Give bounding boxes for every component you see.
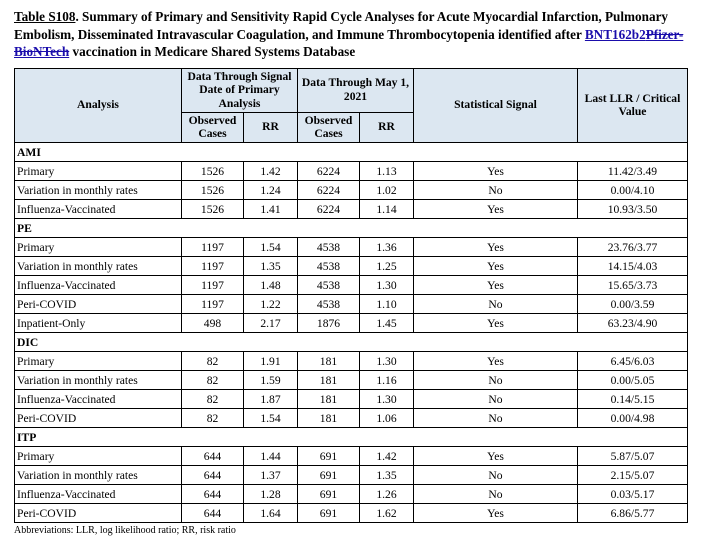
- table-row: [15, 314, 688, 333]
- rr-primary: 1.41: [244, 200, 298, 219]
- statistical-signal: Yes: [414, 276, 578, 295]
- group-label: ITP: [15, 428, 688, 447]
- table-row: [15, 162, 688, 181]
- rr-may: 1.30: [360, 276, 414, 295]
- observed-cases-may: 1876: [298, 314, 360, 333]
- row-label: Inpatient-Only: [15, 314, 182, 333]
- rr-primary: 1.54: [244, 409, 298, 428]
- caption-struck-pfizer-biontech: Pfizer-BioNTech: [14, 26, 684, 60]
- rr-primary: 2.17: [244, 314, 298, 333]
- table-group-row: [15, 428, 688, 447]
- observed-cases-may: 6224: [298, 181, 360, 200]
- rr-may: 1.13: [360, 162, 414, 181]
- table-row: [15, 238, 688, 257]
- table-group-row: [15, 333, 688, 352]
- observed-cases-may: 181: [298, 352, 360, 371]
- rr-primary: 1.42: [244, 162, 298, 181]
- statistical-signal: No: [414, 295, 578, 314]
- rr-primary: 1.37: [244, 466, 298, 485]
- observed-cases-primary: 644: [182, 504, 244, 523]
- table-row: [15, 504, 688, 523]
- observed-cases-may: 6224: [298, 162, 360, 181]
- table-row: [15, 200, 688, 219]
- rr-may: 1.02: [360, 181, 414, 200]
- row-label: Influenza-Vaccinated: [15, 485, 182, 504]
- row-label: Influenza-Vaccinated: [15, 390, 182, 409]
- header-rr-may: RR: [360, 112, 414, 142]
- row-label: Primary: [15, 238, 182, 257]
- statistical-signal: Yes: [414, 162, 578, 181]
- header-observed-cases-may: Observed Cases: [298, 112, 360, 142]
- table-row: [15, 352, 688, 371]
- last-llr-critical-value: 0.00/5.05: [578, 371, 688, 390]
- observed-cases-primary: 1197: [182, 295, 244, 314]
- last-llr-critical-value: 23.76/3.77: [578, 238, 688, 257]
- header-last-llr: Last LLR / Critical Value: [578, 68, 688, 142]
- observed-cases-may: 691: [298, 504, 360, 523]
- row-label: Peri-COVID: [15, 409, 182, 428]
- group-label: PE: [15, 219, 688, 238]
- statistical-signal: No: [414, 409, 578, 428]
- last-llr-critical-value: 0.00/4.10: [578, 181, 688, 200]
- rr-primary: 1.64: [244, 504, 298, 523]
- rr-may: 1.25: [360, 257, 414, 276]
- last-llr-critical-value: 0.14/5.15: [578, 390, 688, 409]
- observed-cases-primary: 82: [182, 371, 244, 390]
- row-label: Peri-COVID: [15, 295, 182, 314]
- table-label-underline: Table S108: [14, 9, 76, 24]
- row-label: Peri-COVID: [15, 504, 182, 523]
- table-row: [15, 409, 688, 428]
- group-label: AMI: [15, 143, 688, 162]
- rr-may: 1.35: [360, 466, 414, 485]
- last-llr-critical-value: 5.87/5.07: [578, 447, 688, 466]
- rr-may: 1.10: [360, 295, 414, 314]
- last-llr-critical-value: 11.42/3.49: [578, 162, 688, 181]
- observed-cases-primary: 498: [182, 314, 244, 333]
- observed-cases-may: 691: [298, 485, 360, 504]
- last-llr-critical-value: 14.15/4.03: [578, 257, 688, 276]
- table-row: [15, 485, 688, 504]
- row-label: Variation in monthly rates: [15, 466, 182, 485]
- table-footnote: Abbreviations: LLR, log likelihood ratio; RR, risk ratio: [14, 525, 236, 536]
- rr-primary: 1.87: [244, 390, 298, 409]
- caption-text-before: . Summary of Primary and Sensitivity Rapid Cycle Analyses for Acute Myocardial Infarction, Pulmonary Embolism, Disseminated Intravascular Coagulation, and Immune Thrombocytopenia identified after: [14, 9, 669, 42]
- row-label: Influenza-Vaccinated: [15, 200, 182, 219]
- header-statistical-signal: Statistical Signal: [414, 68, 578, 142]
- rr-may: 1.30: [360, 352, 414, 371]
- observed-cases-primary: 1197: [182, 257, 244, 276]
- table-row: [15, 466, 688, 485]
- header-observed-cases-primary: Observed Cases: [182, 112, 244, 142]
- table-header: [15, 68, 688, 142]
- rr-primary: 1.91: [244, 352, 298, 371]
- observed-cases-may: 181: [298, 390, 360, 409]
- rr-may: 1.45: [360, 314, 414, 333]
- statistical-signal: Yes: [414, 257, 578, 276]
- observed-cases-primary: 1197: [182, 238, 244, 257]
- table-label: [14, 9, 75, 24]
- observed-cases-may: 4538: [298, 257, 360, 276]
- observed-cases-may: 4538: [298, 276, 360, 295]
- last-llr-critical-value: 6.45/6.03: [578, 352, 688, 371]
- table-row: [15, 390, 688, 409]
- observed-cases-may: 181: [298, 371, 360, 390]
- observed-cases-may: 691: [298, 466, 360, 485]
- rr-may: 1.16: [360, 371, 414, 390]
- statistical-signal: Yes: [414, 238, 578, 257]
- statistical-signal: Yes: [414, 504, 578, 523]
- rr-primary: 1.54: [244, 238, 298, 257]
- observed-cases-primary: 644: [182, 485, 244, 504]
- statistical-signal: No: [414, 485, 578, 504]
- row-label: Variation in monthly rates: [15, 371, 182, 390]
- last-llr-critical-value: 63.23/4.90: [578, 314, 688, 333]
- table-row: [15, 447, 688, 466]
- header-group-may: Data Through May 1, 2021: [298, 68, 414, 112]
- observed-cases-primary: 644: [182, 466, 244, 485]
- rr-may: 1.14: [360, 200, 414, 219]
- observed-cases-primary: 1526: [182, 162, 244, 181]
- statistical-signal: Yes: [414, 314, 578, 333]
- rr-primary: 1.24: [244, 181, 298, 200]
- table-body: [15, 143, 688, 523]
- header-row-top: [15, 68, 688, 112]
- observed-cases-may: 4538: [298, 238, 360, 257]
- last-llr-critical-value: 6.86/5.77: [578, 504, 688, 523]
- observed-cases-primary: 644: [182, 447, 244, 466]
- rr-primary: 1.48: [244, 276, 298, 295]
- rr-may: 1.42: [360, 447, 414, 466]
- observed-cases-may: 181: [298, 409, 360, 428]
- row-label: Primary: [15, 162, 182, 181]
- last-llr-critical-value: 2.15/5.07: [578, 466, 688, 485]
- table-caption: [14, 8, 689, 61]
- rr-primary: 1.35: [244, 257, 298, 276]
- statistical-signal: No: [414, 466, 578, 485]
- caption-link-bnt162b2[interactable]: BNT162b2: [584, 26, 646, 42]
- rr-may: 1.62: [360, 504, 414, 523]
- statistical-signal: Yes: [414, 447, 578, 466]
- statistical-signal: No: [414, 390, 578, 409]
- rr-primary: 1.59: [244, 371, 298, 390]
- rr-may: 1.06: [360, 409, 414, 428]
- table-row: [15, 295, 688, 314]
- row-label: Influenza-Vaccinated: [15, 276, 182, 295]
- row-label: Variation in monthly rates: [15, 257, 182, 276]
- statistical-signal: Yes: [414, 200, 578, 219]
- statistical-signal: Yes: [414, 352, 578, 371]
- observed-cases-primary: 82: [182, 390, 244, 409]
- last-llr-critical-value: 10.93/3.50: [578, 200, 688, 219]
- rr-primary: 1.28: [244, 485, 298, 504]
- header-rr-primary: RR: [244, 112, 298, 142]
- last-llr-critical-value: 0.00/3.59: [578, 295, 688, 314]
- rr-may: 1.26: [360, 485, 414, 504]
- table-row: [15, 371, 688, 390]
- observed-cases-primary: 82: [182, 409, 244, 428]
- row-label: Primary: [15, 447, 182, 466]
- last-llr-critical-value: 15.65/3.73: [578, 276, 688, 295]
- observed-cases-may: 6224: [298, 200, 360, 219]
- rr-may: 1.30: [360, 390, 414, 409]
- table-row: [15, 257, 688, 276]
- table-row: [15, 276, 688, 295]
- observed-cases-primary: 1526: [182, 181, 244, 200]
- group-label: DIC: [15, 333, 688, 352]
- rapid-cycle-analysis-table: [14, 68, 688, 523]
- observed-cases-primary: 1197: [182, 276, 244, 295]
- observed-cases-primary: 82: [182, 352, 244, 371]
- row-label: Variation in monthly rates: [15, 181, 182, 200]
- header-analysis: Analysis: [15, 68, 182, 142]
- observed-cases-may: 691: [298, 447, 360, 466]
- last-llr-critical-value: 0.03/5.17: [578, 485, 688, 504]
- rr-may: 1.36: [360, 238, 414, 257]
- caption-text-after: vaccination in Medicare Shared Systems Database: [69, 44, 356, 60]
- table-row: [15, 181, 688, 200]
- observed-cases-may: 4538: [298, 295, 360, 314]
- row-label: Primary: [15, 352, 182, 371]
- rr-primary: 1.22: [244, 295, 298, 314]
- observed-cases-primary: 1526: [182, 200, 244, 219]
- rr-primary: 1.44: [244, 447, 298, 466]
- table-group-row: [15, 219, 688, 238]
- header-group-primary: Data Through Signal Date of Primary Analysis: [182, 68, 298, 112]
- last-llr-critical-value: 0.00/4.98: [578, 409, 688, 428]
- statistical-signal: No: [414, 371, 578, 390]
- statistical-signal: No: [414, 181, 578, 200]
- table-group-row: [15, 143, 688, 162]
